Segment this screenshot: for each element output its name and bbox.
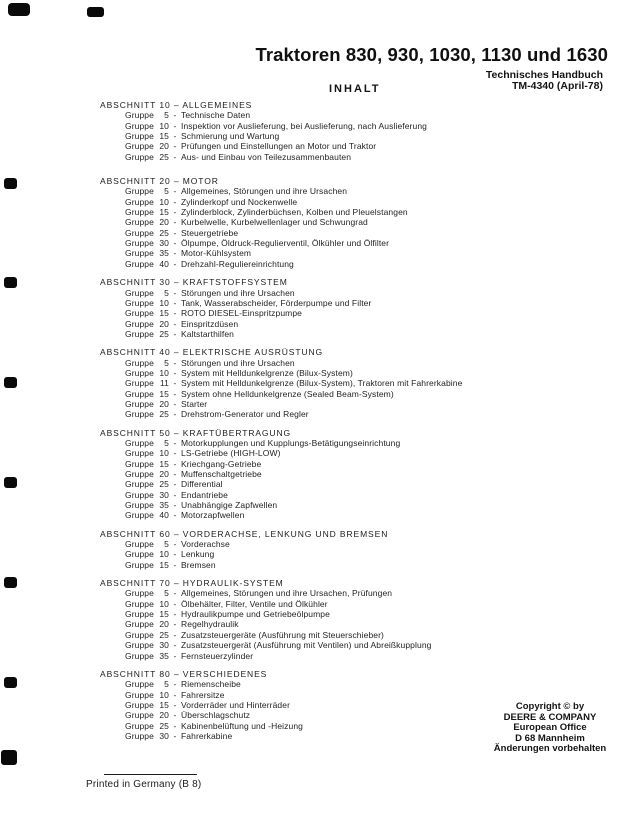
group-number: 15: [159, 699, 169, 710]
group-label: Gruppe: [125, 720, 154, 731]
toc-group-row: [100, 479, 632, 489]
group-number: 5: [164, 588, 169, 599]
group-title: Hydraulikpumpe und Getriebeölpumpe: [181, 609, 330, 620]
group-title: Drehstrom-Generator und Regler: [181, 409, 309, 420]
group-label: Gruppe: [125, 640, 154, 651]
group-separator: -: [173, 559, 177, 570]
group-label: Gruppe: [125, 730, 154, 741]
section-separator: –: [170, 100, 183, 110]
group-label: Gruppe: [125, 308, 154, 319]
toc-group-row: [100, 690, 632, 700]
group-number: 15: [159, 308, 169, 319]
group-separator: -: [173, 388, 177, 399]
group-number: 30: [159, 640, 169, 651]
group-label: Gruppe: [125, 131, 154, 142]
group-title: ROTO DIESEL-Einspritzpumpe: [181, 308, 303, 319]
group-separator: -: [173, 238, 177, 249]
group-number: 25: [159, 227, 169, 238]
group-label: Gruppe: [125, 238, 154, 249]
section-header: [100, 347, 632, 357]
toc-group-row: [100, 560, 632, 570]
group-number: 20: [159, 619, 169, 630]
section-header: [100, 428, 632, 438]
group-label: Gruppe: [125, 409, 154, 420]
group-label: Gruppe: [125, 469, 154, 479]
group-label: Gruppe: [125, 398, 154, 409]
group-label: Gruppe: [125, 378, 154, 389]
group-title: Allgemeines, Störungen und ihre Ursachen, Prüfungen: [181, 588, 393, 599]
group-number: 5: [164, 679, 169, 690]
group-title: System ohne Helldunkelgrenze (Sealed Beam-System): [181, 388, 394, 399]
section-name: KRAFTÜBERTRAGUNG: [182, 427, 292, 438]
group-separator: -: [173, 458, 177, 469]
group-separator: -: [173, 378, 177, 389]
section-label: ABSCHNITT 60: [100, 528, 171, 539]
group-label: Gruppe: [125, 357, 154, 368]
toc-group-row: [100, 459, 632, 469]
group-label: Gruppe: [125, 248, 154, 259]
group-separator: -: [173, 328, 177, 339]
group-label: Gruppe: [125, 367, 154, 378]
copyright-line: European Office: [513, 722, 587, 734]
section-label: ABSCHNITT 40: [100, 347, 171, 358]
group-label: Gruppe: [125, 318, 154, 329]
group-separator: -: [173, 398, 177, 409]
contents-heading: INHALT: [329, 83, 381, 95]
group-label: Gruppe: [125, 510, 154, 521]
toc-group-row: [100, 329, 632, 339]
group-separator: -: [173, 151, 177, 162]
section-header: [100, 529, 632, 539]
group-label: Gruppe: [125, 186, 154, 197]
group-label: Gruppe: [125, 196, 154, 207]
group-title: Muffenschaltgetriebe: [181, 469, 262, 479]
group-number: 35: [159, 650, 169, 661]
section-label: ABSCHNITT 10: [100, 100, 171, 110]
group-number: 10: [159, 367, 169, 378]
group-separator: -: [173, 489, 177, 500]
group-title: Schmierung und Wartung: [181, 131, 280, 142]
group-separator: -: [173, 248, 177, 259]
group-title: Endantriebe: [181, 489, 228, 500]
group-label: Gruppe: [125, 500, 154, 511]
group-number: 25: [159, 328, 169, 339]
section-separator: –: [170, 277, 183, 288]
group-separator: -: [173, 409, 177, 420]
toc-group-row: [100, 549, 632, 559]
section-header: [100, 277, 632, 287]
group-title: Inspektion vor Auslieferung, bei Auslieferung, nach Auslieferung: [181, 120, 427, 131]
section-name: KRAFTSTOFFSYSTEM: [182, 277, 288, 288]
group-separator: -: [173, 689, 177, 700]
group-separator: -: [173, 500, 177, 511]
group-separator: -: [173, 710, 177, 721]
group-separator: -: [173, 699, 177, 710]
section-separator: –: [170, 578, 183, 589]
group-label: Gruppe: [125, 479, 154, 490]
group-title: Einspritzdüsen: [181, 318, 239, 329]
group-label: Gruppe: [125, 328, 154, 339]
group-number: 10: [159, 598, 169, 609]
group-separator: -: [173, 720, 177, 731]
group-number: 10: [159, 448, 169, 459]
group-title: Zusatzsteuergerät (Ausführung mit Ventilen) und Abreißkupplung: [181, 640, 432, 651]
group-title: System mit Helldunkelgrenze (Bilux-System): [181, 367, 353, 378]
group-title: Allgemeines, Störungen und ihre Ursachen: [181, 186, 348, 197]
copyright-line: Änderungen vorbehalten: [493, 743, 607, 755]
group-label: Gruppe: [125, 141, 154, 152]
group-separator: -: [173, 598, 177, 609]
group-separator: -: [173, 640, 177, 651]
scan-mark: [4, 377, 17, 388]
group-separator: -: [173, 588, 177, 599]
scan-mark: [87, 7, 104, 17]
group-number: 25: [159, 479, 169, 490]
toc-group-row: [100, 152, 632, 162]
group-title: Zylinderkopf und Nockenwelle: [181, 196, 298, 207]
toc-group-row: [100, 630, 632, 640]
toc-group-row: [100, 207, 632, 217]
group-title: Lenkung: [181, 549, 215, 560]
group-number: 10: [159, 549, 169, 560]
group-title: Störungen und ihre Ursachen: [181, 287, 295, 298]
group-title: Überschlagschutz: [181, 710, 251, 721]
group-title: Störungen und ihre Ursachen: [181, 357, 295, 368]
section-label: ABSCHNITT 50: [100, 427, 171, 438]
group-separator: -: [173, 217, 177, 228]
copyright-line: D 68 Mannheim: [515, 732, 585, 744]
group-title: Motorzapfwellen: [181, 510, 245, 521]
group-title: Aus- und Einbau von Teilezusammenbauten: [181, 151, 352, 162]
group-number: 20: [159, 398, 169, 409]
toc-group-row: [100, 378, 632, 388]
group-separator: -: [173, 110, 177, 121]
group-title: Differential: [181, 479, 223, 490]
group-separator: -: [173, 629, 177, 640]
group-number: 5: [164, 186, 169, 197]
group-label: Gruppe: [125, 629, 154, 640]
scan-mark: [4, 577, 17, 588]
group-number: 30: [159, 238, 169, 249]
publication-info: [486, 70, 603, 92]
toc-group-row: [100, 609, 632, 619]
group-separator: -: [173, 448, 177, 459]
group-number: 5: [164, 539, 169, 550]
toc-section: [100, 277, 632, 339]
group-title: Prüfungen und Einstellungen an Motor und Traktor: [181, 141, 377, 152]
group-label: Gruppe: [125, 120, 154, 131]
group-label: Gruppe: [125, 598, 154, 609]
toc-group-row: [100, 238, 632, 248]
toc-group-row: [100, 409, 632, 419]
copyright-line: DEERE & COMPANY: [503, 711, 597, 723]
toc-group-row: [100, 358, 632, 368]
toc-group-row: [100, 510, 632, 520]
group-number: 15: [159, 609, 169, 620]
group-separator: -: [173, 357, 177, 368]
group-label: Gruppe: [125, 448, 154, 459]
group-number: 5: [164, 357, 169, 368]
scan-mark: [4, 677, 17, 688]
group-label: Gruppe: [125, 650, 154, 661]
group-number: 20: [159, 318, 169, 329]
group-title: Unabhängige Zapfwellen: [181, 500, 278, 511]
toc-group-row: [100, 490, 632, 500]
group-number: 10: [159, 196, 169, 207]
group-number: 15: [159, 207, 169, 218]
toc-group-row: [100, 368, 632, 378]
toc-section: [100, 176, 632, 269]
group-title: Tank, Wasserabscheider, Förderpumpe und Filter: [181, 297, 372, 308]
section-name: HYDRAULIK-SYSTEM: [182, 578, 284, 589]
group-title: Riemenscheibe: [181, 679, 241, 690]
scan-mark: [1, 750, 17, 765]
group-number: 10: [159, 120, 169, 131]
group-number: 10: [159, 297, 169, 308]
group-number: 11: [159, 378, 169, 389]
copyright-block: [488, 702, 612, 755]
group-label: Gruppe: [125, 689, 154, 700]
group-title: Starter: [181, 398, 208, 409]
group-title: Regelhydraulik: [181, 619, 239, 630]
group-label: Gruppe: [125, 458, 154, 469]
group-number: 10: [159, 689, 169, 700]
toc-group-row: [100, 651, 632, 661]
group-title: Motorkupplungen und Kupplungs-Betätigungseinrichtung: [181, 437, 401, 448]
section-separator: –: [170, 176, 183, 187]
toc-group-row: [100, 131, 632, 141]
group-number: 25: [159, 629, 169, 640]
group-label: Gruppe: [125, 151, 154, 162]
group-number: 25: [159, 409, 169, 420]
group-label: Gruppe: [125, 699, 154, 710]
section-header: [100, 669, 632, 679]
group-label: Gruppe: [125, 588, 154, 599]
toc-group-row: [100, 259, 632, 269]
toc-group-row: [100, 679, 632, 689]
group-separator: -: [173, 120, 177, 131]
group-separator: -: [173, 539, 177, 550]
group-separator: -: [173, 469, 177, 479]
group-number: 15: [159, 388, 169, 399]
group-number: 5: [164, 437, 169, 448]
group-label: Gruppe: [125, 287, 154, 298]
group-title: Zusatzsteuergeräte (Ausführung mit Steuerschieber): [181, 629, 384, 640]
toc-section: [100, 428, 632, 521]
group-label: Gruppe: [125, 437, 154, 448]
group-label: Gruppe: [125, 549, 154, 560]
group-separator: -: [173, 510, 177, 521]
toc-section: [100, 100, 632, 162]
section-label: ABSCHNITT 20: [100, 176, 171, 187]
group-number: 25: [159, 151, 169, 162]
group-separator: -: [173, 549, 177, 560]
footer-rule: [104, 774, 197, 775]
group-number: 30: [159, 730, 169, 741]
toc-group-row: [100, 298, 632, 308]
section-separator: –: [170, 528, 183, 539]
toc-group-row: [100, 197, 632, 207]
group-label: Gruppe: [125, 227, 154, 238]
group-label: Gruppe: [125, 110, 154, 121]
group-title: Vorderachse: [181, 539, 230, 550]
group-separator: -: [173, 679, 177, 690]
section-name: ELEKTRISCHE AUSRÜSTUNG: [182, 347, 324, 358]
group-number: 40: [159, 510, 169, 521]
group-label: Gruppe: [125, 559, 154, 570]
group-separator: -: [173, 258, 177, 269]
group-separator: -: [173, 141, 177, 152]
toc-group-row: [100, 500, 632, 510]
section-header: [100, 578, 632, 588]
manual-number: TM-4340 (April-78): [511, 80, 603, 93]
section-label: ABSCHNITT 70: [100, 578, 171, 589]
group-title: LS-Getriebe (HIGH-LOW): [181, 448, 281, 459]
group-label: Gruppe: [125, 217, 154, 228]
toc-group-row: [100, 288, 632, 298]
group-number: 20: [159, 217, 169, 228]
toc-group-row: [100, 110, 632, 120]
group-separator: -: [173, 131, 177, 142]
toc-group-row: [100, 319, 632, 329]
group-separator: -: [173, 437, 177, 448]
group-label: Gruppe: [125, 388, 154, 399]
group-title: Fernsteuerzylinder: [181, 650, 254, 661]
group-label: Gruppe: [125, 710, 154, 721]
group-separator: -: [173, 318, 177, 329]
group-number: 20: [159, 469, 169, 479]
group-title: Vorderräder und Hinterräder: [181, 699, 291, 710]
toc-section: [100, 578, 632, 661]
group-label: Gruppe: [125, 489, 154, 500]
section-name: ALLGEMEINES: [182, 100, 253, 110]
group-separator: -: [173, 609, 177, 620]
scan-mark: [8, 3, 30, 16]
group-label: Gruppe: [125, 609, 154, 620]
group-number: 5: [164, 287, 169, 298]
toc-group-row: [100, 141, 632, 151]
toc-group-row: [100, 448, 632, 458]
toc-group-row: [100, 248, 632, 258]
table-of-contents: [100, 100, 632, 741]
group-separator: -: [173, 619, 177, 630]
publication-subtitle: Technisches Handbuch: [485, 69, 603, 81]
copyright-line: Copyright © by: [515, 701, 585, 712]
toc-group-row: [100, 588, 632, 598]
group-separator: -: [173, 196, 177, 207]
group-title: Drehzahl-Reguliereinrichtung: [181, 258, 294, 269]
group-separator: -: [173, 227, 177, 238]
group-title: Fahrersitze: [181, 689, 225, 700]
group-title: Kabinenbelüftung und -Heizung: [181, 720, 303, 731]
toc-group-row: [100, 217, 632, 227]
group-label: Gruppe: [125, 679, 154, 690]
group-separator: -: [173, 650, 177, 661]
section-name: VORDERACHSE, LENKUNG UND BREMSEN: [182, 528, 389, 539]
section-separator: –: [170, 427, 183, 438]
section-header: [100, 176, 632, 186]
group-label: Gruppe: [125, 207, 154, 218]
toc-group-row: [100, 389, 632, 399]
scan-mark: [4, 277, 17, 288]
toc-group-row: [100, 308, 632, 318]
toc-section: [100, 347, 632, 419]
group-separator: -: [173, 308, 177, 319]
group-separator: -: [173, 186, 177, 197]
group-title: Fahrerkabine: [181, 730, 233, 741]
group-title: Bremsen: [181, 559, 216, 570]
group-title: Kriechgang-Getriebe: [181, 458, 262, 469]
group-separator: -: [173, 297, 177, 308]
toc-group-row: [100, 599, 632, 609]
toc-group-row: [100, 469, 632, 479]
group-separator: -: [173, 479, 177, 490]
section-name: MOTOR: [182, 176, 219, 187]
group-number: 25: [159, 720, 169, 731]
group-number: 5: [164, 110, 169, 121]
toc-group-row: [100, 121, 632, 131]
section-label: ABSCHNITT 80: [100, 668, 171, 679]
group-separator: -: [173, 207, 177, 218]
group-title: Kaltstarthilfen: [181, 328, 234, 339]
group-label: Gruppe: [125, 619, 154, 630]
scan-mark: [4, 477, 17, 488]
scan-mark: [4, 178, 17, 189]
group-number: 40: [159, 258, 169, 269]
group-title: Ölbehälter, Filter, Ventile und Ölkühler: [181, 598, 328, 609]
toc-group-row: [100, 640, 632, 650]
group-separator: -: [173, 287, 177, 298]
group-title: System mit Helldunkelgrenze (Bilux-System), Traktoren mit Fahrerkabine: [181, 378, 463, 389]
group-number: 35: [159, 500, 169, 511]
group-number: 20: [159, 141, 169, 152]
group-title: Kurbelwelle, Kurbelwellenlager und Schwungrad: [181, 217, 368, 228]
group-title: Technische Daten: [181, 110, 251, 121]
section-separator: –: [170, 347, 183, 358]
group-title: Steuergetriebe: [181, 227, 239, 238]
section-separator: –: [170, 668, 183, 679]
group-label: Gruppe: [125, 539, 154, 550]
group-separator: -: [173, 367, 177, 378]
toc-group-row: [100, 619, 632, 629]
group-label: Gruppe: [125, 258, 154, 269]
toc-group-row: [100, 399, 632, 409]
section-label: ABSCHNITT 30: [100, 277, 171, 288]
toc-group-row: [100, 186, 632, 196]
group-number: 15: [159, 131, 169, 142]
group-title: Ölpumpe, Öldruck-Regulierventil, Ölkühler und Ölfilter: [181, 238, 390, 249]
toc-group-row: [100, 438, 632, 448]
group-title: Zylinderblock, Zylinderbüchsen, Kolben und Pleuelstangen: [181, 207, 408, 218]
group-number: 15: [159, 458, 169, 469]
printed-in-germany: Printed in Germany (B 8): [86, 779, 202, 790]
group-number: 15: [159, 559, 169, 570]
group-separator: -: [173, 730, 177, 741]
toc-section: [100, 529, 632, 570]
group-number: 35: [159, 248, 169, 259]
group-label: Gruppe: [125, 297, 154, 308]
group-number: 30: [159, 489, 169, 500]
toc-group-row: [100, 539, 632, 549]
group-title: Motor-Kühlsystem: [181, 248, 252, 259]
section-header: [100, 100, 632, 110]
toc-group-row: [100, 228, 632, 238]
group-number: 20: [159, 710, 169, 721]
page-title: Traktoren 830, 930, 1030, 1130 und 1630: [255, 44, 608, 65]
section-name: VERSCHIEDENES: [182, 668, 268, 679]
